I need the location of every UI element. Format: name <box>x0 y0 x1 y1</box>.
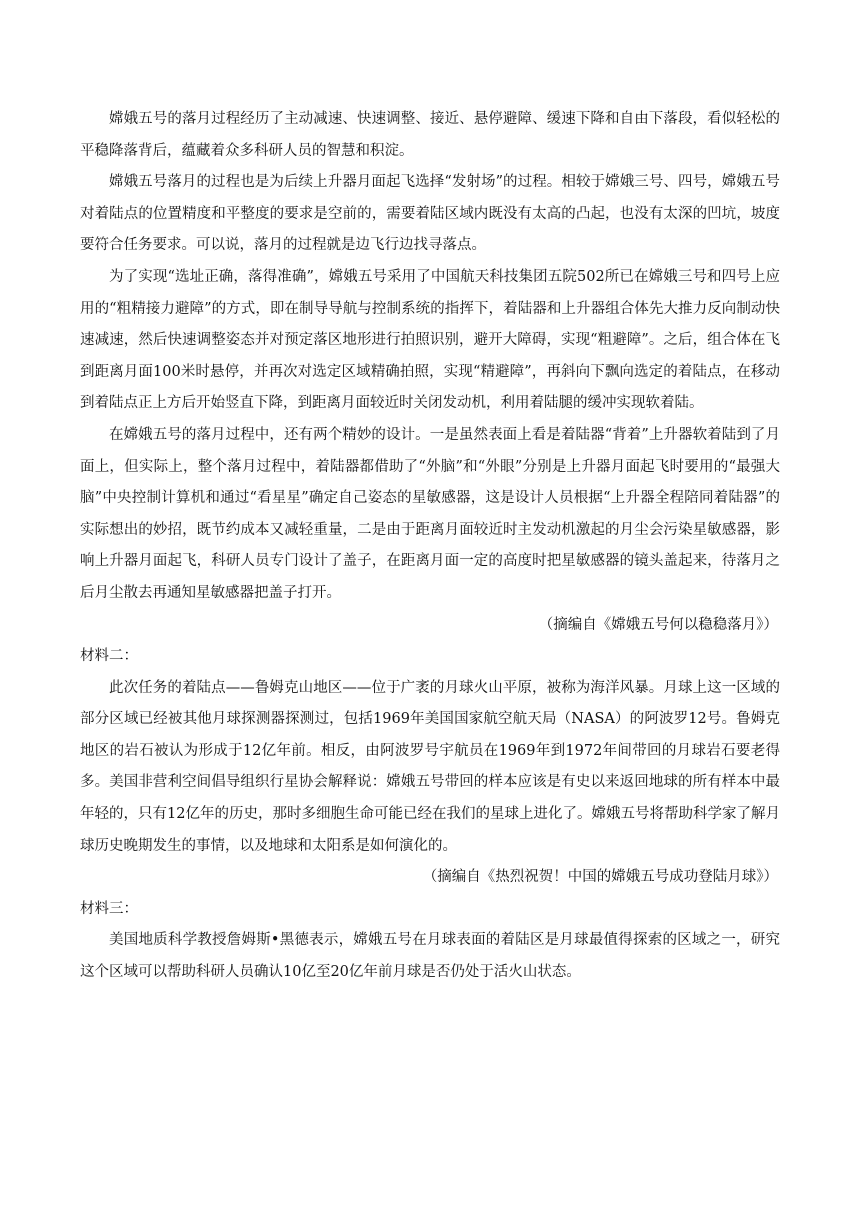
material-two-heading: 材料二： <box>80 648 138 665</box>
paragraph-clever-designs: 在嫦娥五号的落月过程中，还有两个精妙的设计。一是虽然表面上看是着陆器“背着”上升器软着陆到了月面上，但实际上，整个落月过程中，着陆器都借助了“外脑”和“外眼”分别是上升器月面起飞时要用的“最强大脑”中央控制计算机和通过“看星星”确定自己姿态的星敏感器，这是设计人员根据“上升器全程陪同着陆器”的实际想出的妙招，既节约成本又减轻重量，二是由于距离月面较近时主发动机激起的月尘会污染星敏感器，影响上升器月面起飞，科研人员专门设计了盖子，在距离月面一定的高度时把星敏感器的镜头盖起来，待落月之后月尘散去再通知星敏感器把盖子打开。 <box>80 426 780 601</box>
document-body <box>80 104 780 989</box>
material-three-heading: 材料三： <box>80 900 138 917</box>
paragraph-expert-comment: 美国地质科学教授詹姆斯•黑德表示，嫦娥五号在月球表面的着陆区是月球最值得探索的区域之一，研究这个区域可以帮助科研人员确认10亿至20亿年前月球是否仍处于活火山状态。 <box>80 932 780 981</box>
paragraph-obstacle-avoidance: 为了实现“选址正确，落得准确”，嫦娥五号采用了中国航天科技集团五院502所已在嫦娥三号和四号上应用的“粗精接力避障”的方式，即在制导导航与控制系统的指挥下，着陆器和上升器组合体先大推力反向制动快速减速，然后快速调整姿态并对预定落区地形进行拍照识别，避开大障碍，实现“粗避障”。之后，组合体在飞到距离月面100米时悬停，并再次对选定区域精确拍照，实现“精避障”，再斜向下飘向选定的着陆点，在移动到着陆点正上方后开始竖直下降，到距离月面较近时关闭发动机，利用着陆腿的缓冲实现软着陆。 <box>80 268 780 412</box>
paragraph-launch-site: 嫦娥五号落月的过程也是为后续上升器月面起飞选择“发射场”的过程。相较于嫦娥三号、四号，嫦娥五号对着陆点的位置精度和平整度的要求是空前的，需要着陆区域内既没有太高的凸起，也没有太深的凹坑，坡度要符合任务要求。可以说，落月的过程就是边飞行边找寻落点。 <box>80 174 780 254</box>
source-citation-1: （摘编自《嫦娥五号何以稳稳落月》） <box>538 616 778 633</box>
paragraph-landing-process: 嫦娥五号的落月过程经历了主动减速、快速调整、接近、悬停避障、缓速下降和自由下落段，看似轻松的平稳降落背后，蕴藏着众多科研人员的智慧和积淀。 <box>80 111 780 159</box>
paragraph-landing-site: 此次任务的着陆点——鲁姆克山地区——位于广袤的月球火山平原，被称为海洋风暴。月球上这一区域的部分区域已经被其他月球探测器探测过，包括1969年美国国家航空航天局（NASA）的阿波罗12号。鲁姆克地区的岩石被认为形成于12亿年前。相反，由阿波罗号宇航员在1969年到1972年间带回的月球岩石要老得多。美国非营利空间倡导组织行星协会解释说：嫦娥五号带回的样本应该是有史以来返回地球的所有样本中最年轻的，只有12亿年的历史，那时多细胞生命可能已经在我们的星球上进化了。嫦娥五号将帮助科学家了解月球历史晚期发生的事情，以及地球和太阳系是如何演化的。 <box>80 679 780 854</box>
source-citation-2: （摘编自《热烈祝贺！中国的嫦娥五号成功登陆月球》） <box>422 869 778 886</box>
